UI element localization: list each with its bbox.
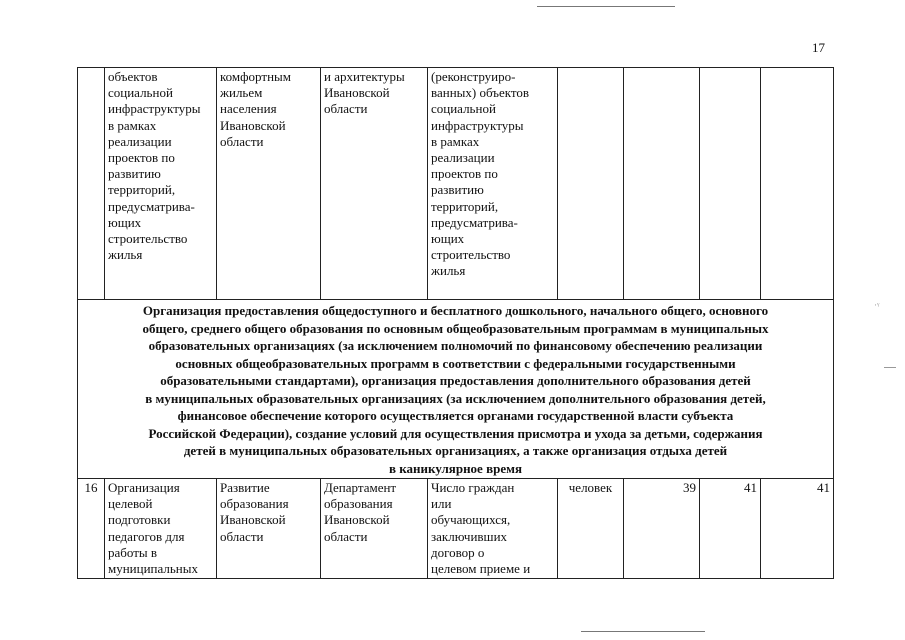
goal-cell: объектов социальной инфраструктуры в рамках реализации проектов по развитию территорий, предусматрива- ющих строительство жилья: [105, 68, 217, 300]
scan-artifact-dash: [884, 367, 896, 368]
scan-artifact-line: [581, 631, 705, 632]
indicator-cell: Число граждан или обучающихся, заключивших договор о целевом приеме и: [428, 479, 558, 579]
unit-cell: человек: [558, 479, 624, 579]
table-row: [78, 68, 834, 300]
row-number-cell: 16: [78, 479, 105, 579]
value-cell: 39: [624, 479, 700, 579]
agency-cell: и архитектуры Ивановской области: [321, 68, 428, 300]
table-row: [78, 479, 834, 579]
row-number-cell: [78, 68, 105, 300]
scan-artifact-line: [537, 6, 675, 7]
value-cell: [700, 68, 761, 300]
section-heading-row: [78, 300, 834, 479]
goal-cell: Организация целевой подготовки педагогов для работы в муниципальных: [105, 479, 217, 579]
program-cell: Развитие образования Ивановской области: [217, 479, 321, 579]
unit-cell: [558, 68, 624, 300]
section-heading: Организация предоставления общедоступного и бесплатного дошкольного, начального общего, основного общего, среднего общего образования по основным общеобразовательным программам в муниципальных образовательных организациях (за исключением полномочий по финансовому обеспечению реализации основных общеобразовательных программ в соответствии с федеральными государственными образовательными стандартами), организация предоставления дополнительного образования детей в муниципальных образовательных организациях (за исключением дополнительного образования детей, финансовое обеспечение которого осуществляется органами государственной власти субъекта Российской Федерации), создание условий для осуществления присмотра и ухода за детьми, содержания детей в муниципальных образовательных организациях, а также организация отдыха детей в каникулярное время: [78, 300, 834, 479]
value-cell: 41: [700, 479, 761, 579]
scan-artifact-mark: ·ᵞ: [874, 300, 880, 310]
indicator-cell: (реконструиро- ванных) объектов социальной инфраструктуры в рамках реализации проектов по развитию территорий, предусматрива- ющих строительство жилья: [428, 68, 558, 300]
page-number: 17: [812, 40, 825, 55]
value-cell: [624, 68, 700, 300]
value-cell: 41: [761, 479, 834, 579]
value-cell: [761, 68, 834, 300]
program-table: [77, 67, 834, 579]
agency-cell: Департамент образования Ивановской области: [321, 479, 428, 579]
program-cell: комфортным жильем населения Ивановской области: [217, 68, 321, 300]
